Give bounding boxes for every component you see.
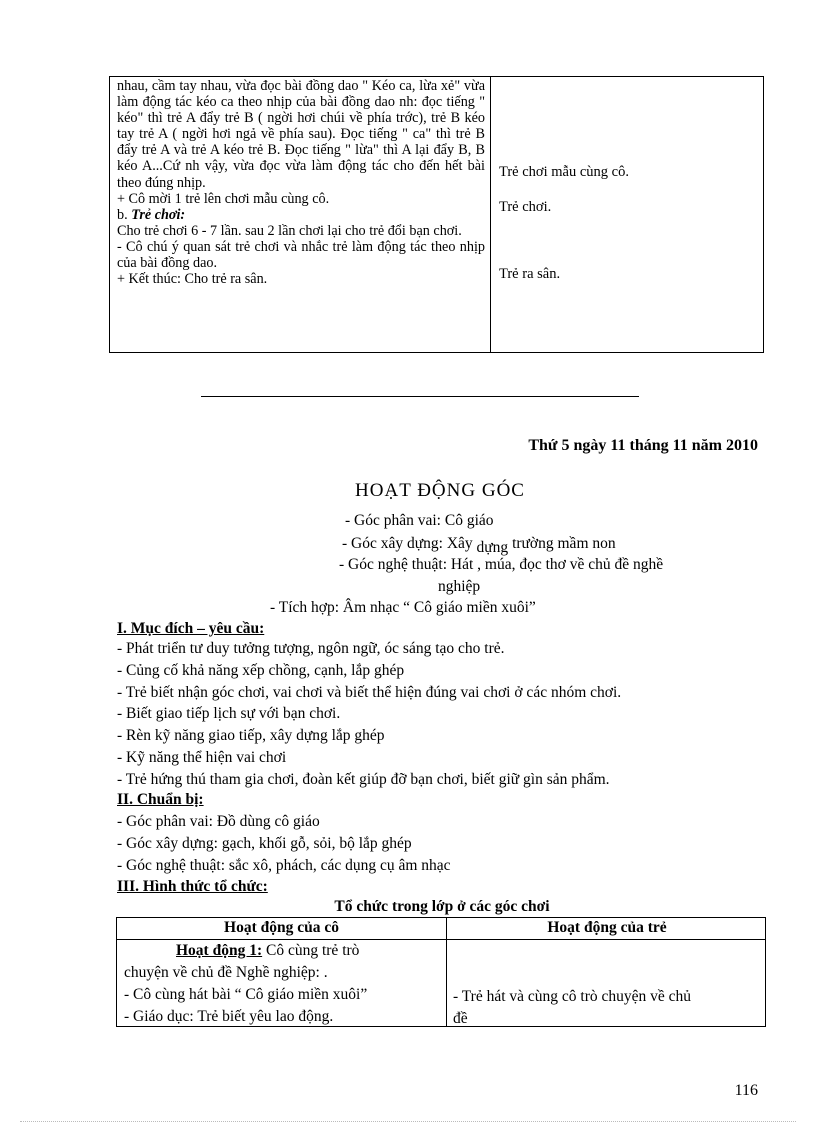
corner-building-word: dựng — [476, 539, 509, 556]
activity-title-rest: Cô cùng trẻ trò — [262, 942, 360, 959]
cell-line: - Giáo dục: Trẻ biết yêu lao động. — [124, 1008, 334, 1025]
list-item: - Góc xây dựng: gạch, khối gỗ, sỏi, bộ lắp ghép — [117, 835, 412, 852]
activity-table-bottom — [116, 917, 766, 1027]
corner-art-continued: nghiệp — [438, 578, 481, 595]
page-title: HOẠT ĐỘNG GÓC — [355, 480, 525, 501]
paragraph: - Cô chú ý quan sát trẻ chơi và nhắc trẻ làm động tác theo nhịp của bài đồng dao. — [117, 238, 485, 272]
column-header-children: Hoạt động của trẻ — [547, 919, 667, 936]
subheading-title: Trẻ chơi: — [131, 206, 186, 223]
list-item: - Trẻ hứng thú tham gia chơi, đoàn kết giúp đỡ bạn chơi, biết giữ gìn sản phẩm. — [117, 770, 610, 788]
list-item: - Góc nghệ thuật: sắc xô, phách, các dụng cụ âm nhạc — [117, 857, 451, 874]
subheading-b — [117, 207, 485, 223]
paragraph: Cho trẻ chơi 6 - 7 lần. sau 2 lần chơi lại cho trẻ đổi bạn chơi. — [117, 222, 462, 239]
cell-line: đề — [453, 1010, 468, 1027]
column-divider — [490, 77, 491, 352]
child-activity-3: Trẻ ra sân. — [499, 266, 561, 282]
table-caption: Tổ chức trong lớp ở các góc chơi — [334, 898, 550, 915]
teacher-activity-column — [117, 78, 485, 287]
page-number: 116 — [734, 1082, 758, 1099]
corner-role-play: - Góc phân vai: Cô giáo — [345, 512, 494, 529]
paragraph: + Kết thúc: Cho trẻ ra sân. — [117, 271, 268, 288]
children-activity-cell — [453, 986, 758, 1030]
list-item: - Biết giao tiếp lịch sự với bạn chơi. — [117, 705, 341, 723]
corner-building-text-end: trường mầm non — [508, 535, 616, 552]
cell-line: chuyện về chủ đề Nghề nghiệp: . — [124, 964, 328, 981]
column-header-teacher: Hoạt động của cô — [224, 919, 339, 936]
section-heading-preparation: II. Chuẩn bị: — [117, 791, 204, 808]
footer-dotted-line — [20, 1121, 796, 1122]
cell-line: - Trẻ hát và cùng cô trò chuyện về chủ — [453, 988, 692, 1005]
activity-heading — [124, 940, 444, 962]
paragraph: nhau, cầm tay nhau, vừa đọc bài đồng dao " Kéo ca, lừa xẻ" vừa làm động tác kéo ca theo nhịp của bài đồng dao nh: đọc tiếng " kéo" thì trẻ A đẩy trẻ B ( ngời hơi chúi về phía trớc), trẻ B kéo tay trẻ A ( ngời hơi ngả về phía sau). Đọc tiếng " ca" thì trẻ B đẩy trẻ A và trẻ A kéo trẻ B. Đọc tiếng " lừa" thì A lại đẩy B, B kéo A...Cứ nh vậy, vừa đọc vừa làm động tác cho đến hết bài theo đúng nhịp. — [117, 78, 485, 191]
list-item: - Kỹ năng thể hiện vai chơi — [117, 748, 287, 766]
activity-title: Hoạt động 1: — [176, 942, 263, 959]
cell-line: - Cô cùng hát bài “ Cô giáo miền xuôi” — [124, 986, 368, 1003]
paragraph: + Cô mời 1 trẻ lên chơi mẫu cùng cô. — [117, 190, 330, 207]
child-activity-1: Trẻ chơi mẫu cùng cô. — [499, 164, 629, 180]
list-item: - Góc phân vai: Đồ dùng cô giáo — [117, 813, 320, 830]
list-item: - Rèn kỹ năng giao tiếp, xây dựng lắp ghép — [117, 727, 385, 745]
corner-building — [342, 535, 616, 556]
list-item: - Phát triển tư duy tưởng tượng, ngôn ngữ, óc sáng tạo cho trẻ. — [117, 640, 505, 657]
section-heading-organization: III. Hình thức tổ chức: — [117, 878, 268, 895]
subheading-prefix: b. — [117, 206, 128, 223]
list-item: - Trẻ biết nhận góc chơi, vai chơi và biết thể hiện đúng vai chơi ở các nhóm chơi. — [117, 683, 622, 701]
child-activity-2: Trẻ chơi. — [499, 199, 552, 215]
corner-art: - Góc nghệ thuật: Hát , múa, đọc thơ về chủ đề nghề — [339, 556, 664, 573]
integration-line: - Tích hợp: Âm nhạc “ Cô giáo miền xuôi” — [270, 599, 536, 616]
date-heading: Thứ 5 ngày 11 tháng 11 năm 2010 — [528, 437, 758, 454]
section-heading-purpose: I. Mục đích – yêu cầu: — [117, 620, 265, 637]
activity-table-top — [109, 76, 764, 353]
corner-building-text: - Góc xây dựng: Xây — [342, 535, 477, 552]
teacher-activity-cell — [124, 940, 444, 1028]
list-item: - Củng cố khả năng xếp chồng, cạnh, lắp ghép — [117, 661, 405, 679]
purpose-list — [117, 638, 777, 791]
separator-line — [201, 396, 639, 397]
